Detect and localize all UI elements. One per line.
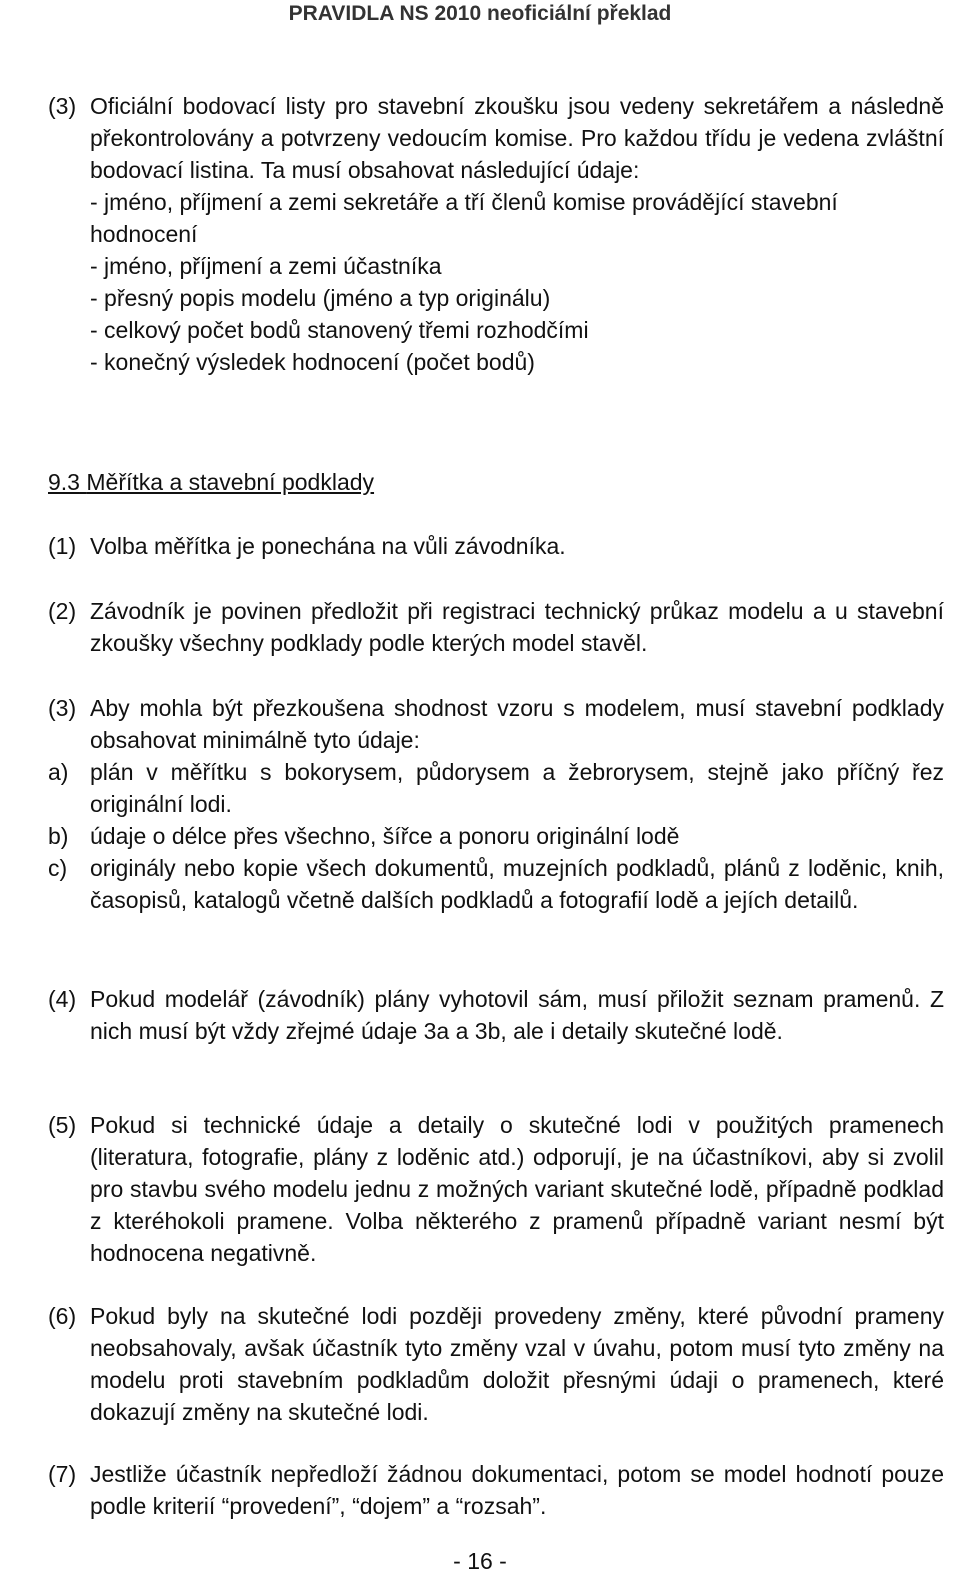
paragraph-number: (6) [48, 1303, 77, 1329]
sub-text: údaje o délce přes všechno, šířce a ponoru originální lodě [90, 823, 680, 849]
paragraph-4 [48, 983, 944, 1047]
paragraph-number: (3) [48, 695, 77, 721]
paragraph-text: Pokud modelář (závodník) plány vyhotovil sám, musí přiložit seznam pramenů. Z nich musí být vždy zřejmé údaje 3a a 3b, ale i detaily skutečné lodě. [90, 986, 944, 1044]
paragraph-7 [48, 1458, 944, 1522]
sub-item-c [48, 852, 944, 916]
paragraph-text: Aby mohla být přezkoušena shodnost vzoru s modelem, musí stavební podklady obsahovat minimálně tyto údaje: [90, 695, 944, 753]
paragraph-6 [48, 1300, 944, 1428]
sub-letter: b) [48, 823, 69, 849]
list-item: - celkový počet bodů stanovený třemi rozhodčími [90, 317, 589, 343]
section-heading [48, 466, 944, 498]
sub-text: originály nebo kopie všech dokumentů, muzejních podkladů, plánů z loděnic, knih, časopisů, katalogů včetně dalších podkladů a fotografií lodě a jejích detailů. [90, 855, 944, 913]
list-item: - konečný výsledek hodnocení (počet bodů) [90, 349, 535, 375]
list-item: - jméno, příjmení a zemi účastníka [90, 253, 442, 279]
paragraph-5 [48, 1109, 944, 1269]
sub-text: plán v měřítku s bokorysem, půdorysem a žebrorysem, stejně jako příčný řez originální lodi. [90, 759, 944, 817]
page-header: PRAVIDLA NS 2010 neoficiální překlad [288, 2, 672, 25]
paragraph-number: (5) [48, 1112, 77, 1138]
paragraph-text: Pokud byly na skutečné lodi později provedeny změny, které původní prameny neobsahovaly, avšak účastník tyto změny vzal v úvahu, potom musí tyto změny na modelu proti stavebním podkladům doložit přesnými údaji o pramenech, které dokazují změny na skutečné lodi. [90, 1303, 944, 1425]
paragraph-2 [48, 595, 944, 659]
paragraph-text: Volba měřítka je ponechána na vůli závodníka. [90, 533, 566, 559]
section-title: Měřítka a stavební podklady [86, 469, 375, 495]
list-item: - přesný popis modelu (jméno a typ originálu) [90, 285, 551, 311]
paragraph-number: (2) [48, 598, 77, 624]
intro-paragraph [48, 90, 944, 378]
paragraph-text: Závodník je povinen předložit při registraci technický průkaz modelu a u stavební zkoušky všechny podklady podle kterých model stavěl. [90, 598, 944, 656]
paragraph-3 [48, 692, 944, 916]
sub-item-b [48, 820, 944, 852]
list-item: - jméno, příjmení a zemi sekretáře a tří členů komise provádějící stavební hodnocení [90, 189, 838, 247]
paragraph-number: (1) [48, 533, 77, 559]
sub-letter: c) [48, 855, 68, 881]
paragraph-text: Pokud si technické údaje a detaily o skutečné lodi v použitých pramenech (literatura, fotografie, plány z loděnic atd.) odporují, je na účastníkovi, aby si zvolil pro stavbu svého modelu jednu z možných variant skutečné lodě, případně podklad z kteréhokoli pramene. Volba některého z pramenů případně variant nesmí být hodnocena negativně. [90, 1112, 944, 1266]
paragraph-number: (7) [48, 1461, 77, 1487]
paragraph-number: (3) [48, 93, 77, 119]
sub-item-a [48, 756, 944, 820]
paragraph-1 [48, 530, 944, 562]
paragraph-text: Jestliže účastník nepředloží žádnou dokumentaci, potom se model hodnotí pouze podle kriterií “provedení”, “dojem” a “rozsah”. [90, 1461, 944, 1519]
paragraph-number: (4) [48, 986, 77, 1012]
paragraph-text: Oficiální bodovací listy pro stavební zkoušku jsou vedeny sekretářem a následně překontrolovány a potvrzeny vedoucím komise. Pro každou třídu je vedena zvláštní bodovací listina. Ta musí obsahovat následující údaje: [90, 93, 944, 183]
sub-letter: a) [48, 759, 69, 785]
page-number: - 16 - [453, 1548, 507, 1574]
section-number: 9.3 [48, 469, 80, 495]
